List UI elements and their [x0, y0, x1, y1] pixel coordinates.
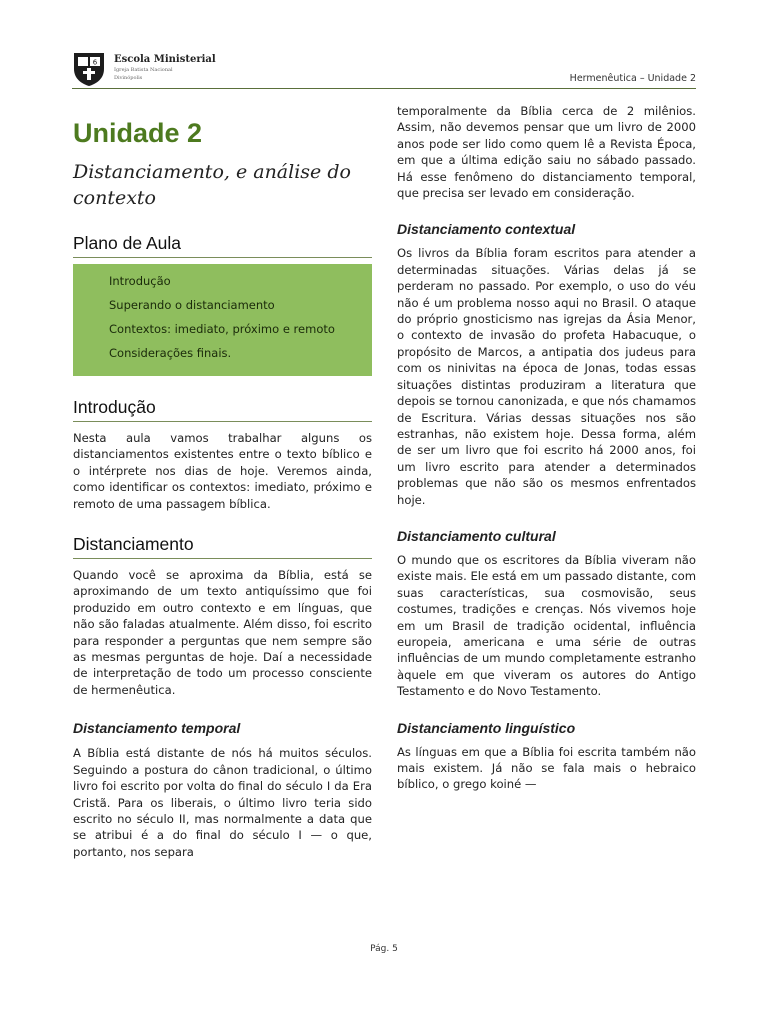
- temporal-heading: Distanciamento temporal: [73, 720, 241, 737]
- introducao-heading: Introdução: [73, 397, 372, 422]
- lesson-plan-box: [73, 264, 372, 376]
- plan-item: Introdução: [109, 274, 171, 288]
- svg-text:6: 6: [92, 58, 98, 67]
- linguistico-heading: Distanciamento linguístico: [397, 719, 576, 736]
- school-logo: [72, 51, 106, 87]
- contextual-text: Os livros da Bíblia foram escritos para atender a determinadas situações. Várias delas já se perderam no passado. Por exemplo, o uso do véu não é um problema nosso aqui no Brasil. O ataque do próprio gnosticismo nas igrejas da Ásia Menor, o contexto de invasão do profeta Habacuque, o propósito de Marcos, a antipatia dos judeus para com os ninivitas na época de Jonas, todas essas situações distintas produziram a literatura que depois se tornou canonizada, e que nós chamamos de Escritura. Várias dessas situações nos são estranhas, não existem hoje. Dessa forma, além de ser um livro que foi escrito há 2000 anos, foi um livro escrito para atender a determinados problemas que não são os mesmos enfrentados hoje.: [397, 246, 696, 507]
- school-name: Escola Ministerial: [114, 54, 216, 65]
- distanciamento-heading: Distanciamento: [73, 534, 372, 559]
- introducao-text: Nesta aula vamos trabalhar alguns os distanciamentos existentes entre o texto bíblico e o intérprete nos dias de hoje. Veremos ainda, como identificar os contextos: imediato, próximo e remoto de uma passagem bíblica.: [73, 431, 372, 511]
- school-subtitle-1: Igreja Batista Nacional: [114, 67, 173, 73]
- header-rule: [72, 88, 696, 89]
- plan-heading: Plano de Aula: [73, 233, 372, 258]
- unit-subtitle: Distanciamento, e análise do contexto: [73, 161, 351, 209]
- school-block: [114, 55, 216, 81]
- left-column: [73, 102, 372, 860]
- page-number: Pág. 5: [370, 944, 398, 954]
- cultural-heading: Distanciamento cultural: [397, 527, 556, 544]
- linguistico-text: As línguas em que a Bíblia foi escrita também não mais existem. Já não se fala mais o hebraico bíblico, o grego koiné —: [397, 744, 696, 792]
- cultural-text: O mundo que os escritores da Bíblia viveram não existe mais. Ele está em um passado distante, com suas características, sua cosmovisão, seus costumes, tradições e crenças. Nós vivemos hoje em um Brasil de tradição ocidental, influência europeia, americana e uma série de outras influências de um mundo completamente estranho àquele em que viveram os autores do Antigo Testamento e do Novo Testamento.: [397, 552, 696, 699]
- section-distanciamento: [73, 534, 372, 698]
- plan-item: Contextos: imediato, próximo e remoto: [109, 322, 335, 336]
- temporal-text: A Bíblia está distante de nós há muitos séculos. Seguindo a postura do cânon tradicional, o último livro foi escrito por volta do final do século I da Era Cristã. Para os liberais, o último livro teria sido escrito no século II, mas normalmente a data que se atribui é a do final do século I — o que, portanto, nos separa: [73, 746, 372, 859]
- section-temporal: [73, 720, 372, 860]
- plan-item: Superando o distanciamento: [109, 298, 275, 312]
- right-column: [397, 103, 696, 793]
- unit-title: Unidade 2: [73, 118, 203, 148]
- distanciamento-text: Quando você se aproxima da Bíblia, está se aproximando de um texto antiquíssimo que foi produzido em outro contexto e em línguas, que não são faladas atualmente. Além disso, foi escrito para responder a perguntas que nem sempre são as mesmas perguntas de hoje. Daí a necessidade de interpretação de todo um processo consciente de hermenêutica.: [73, 568, 372, 697]
- plan-item: Considerações finais.: [109, 346, 232, 360]
- section-introducao: [73, 397, 372, 512]
- school-subtitle-2: Divinópolis: [114, 75, 143, 81]
- temporal-text-continued: temporalmente da Bíblia cerca de 2 milênios. Assim, não devemos pensar que um livro de 2000 anos pode ser lido como quem lê a Revista Época, em que a última edição saiu no sábado passado. Há esse fenômeno do distanciamento temporal, que precisa ser levado em consideração.: [397, 104, 696, 201]
- contextual-heading: Distanciamento contextual: [397, 221, 576, 238]
- running-head: Hermenêutica – Unidade 2: [569, 73, 696, 84]
